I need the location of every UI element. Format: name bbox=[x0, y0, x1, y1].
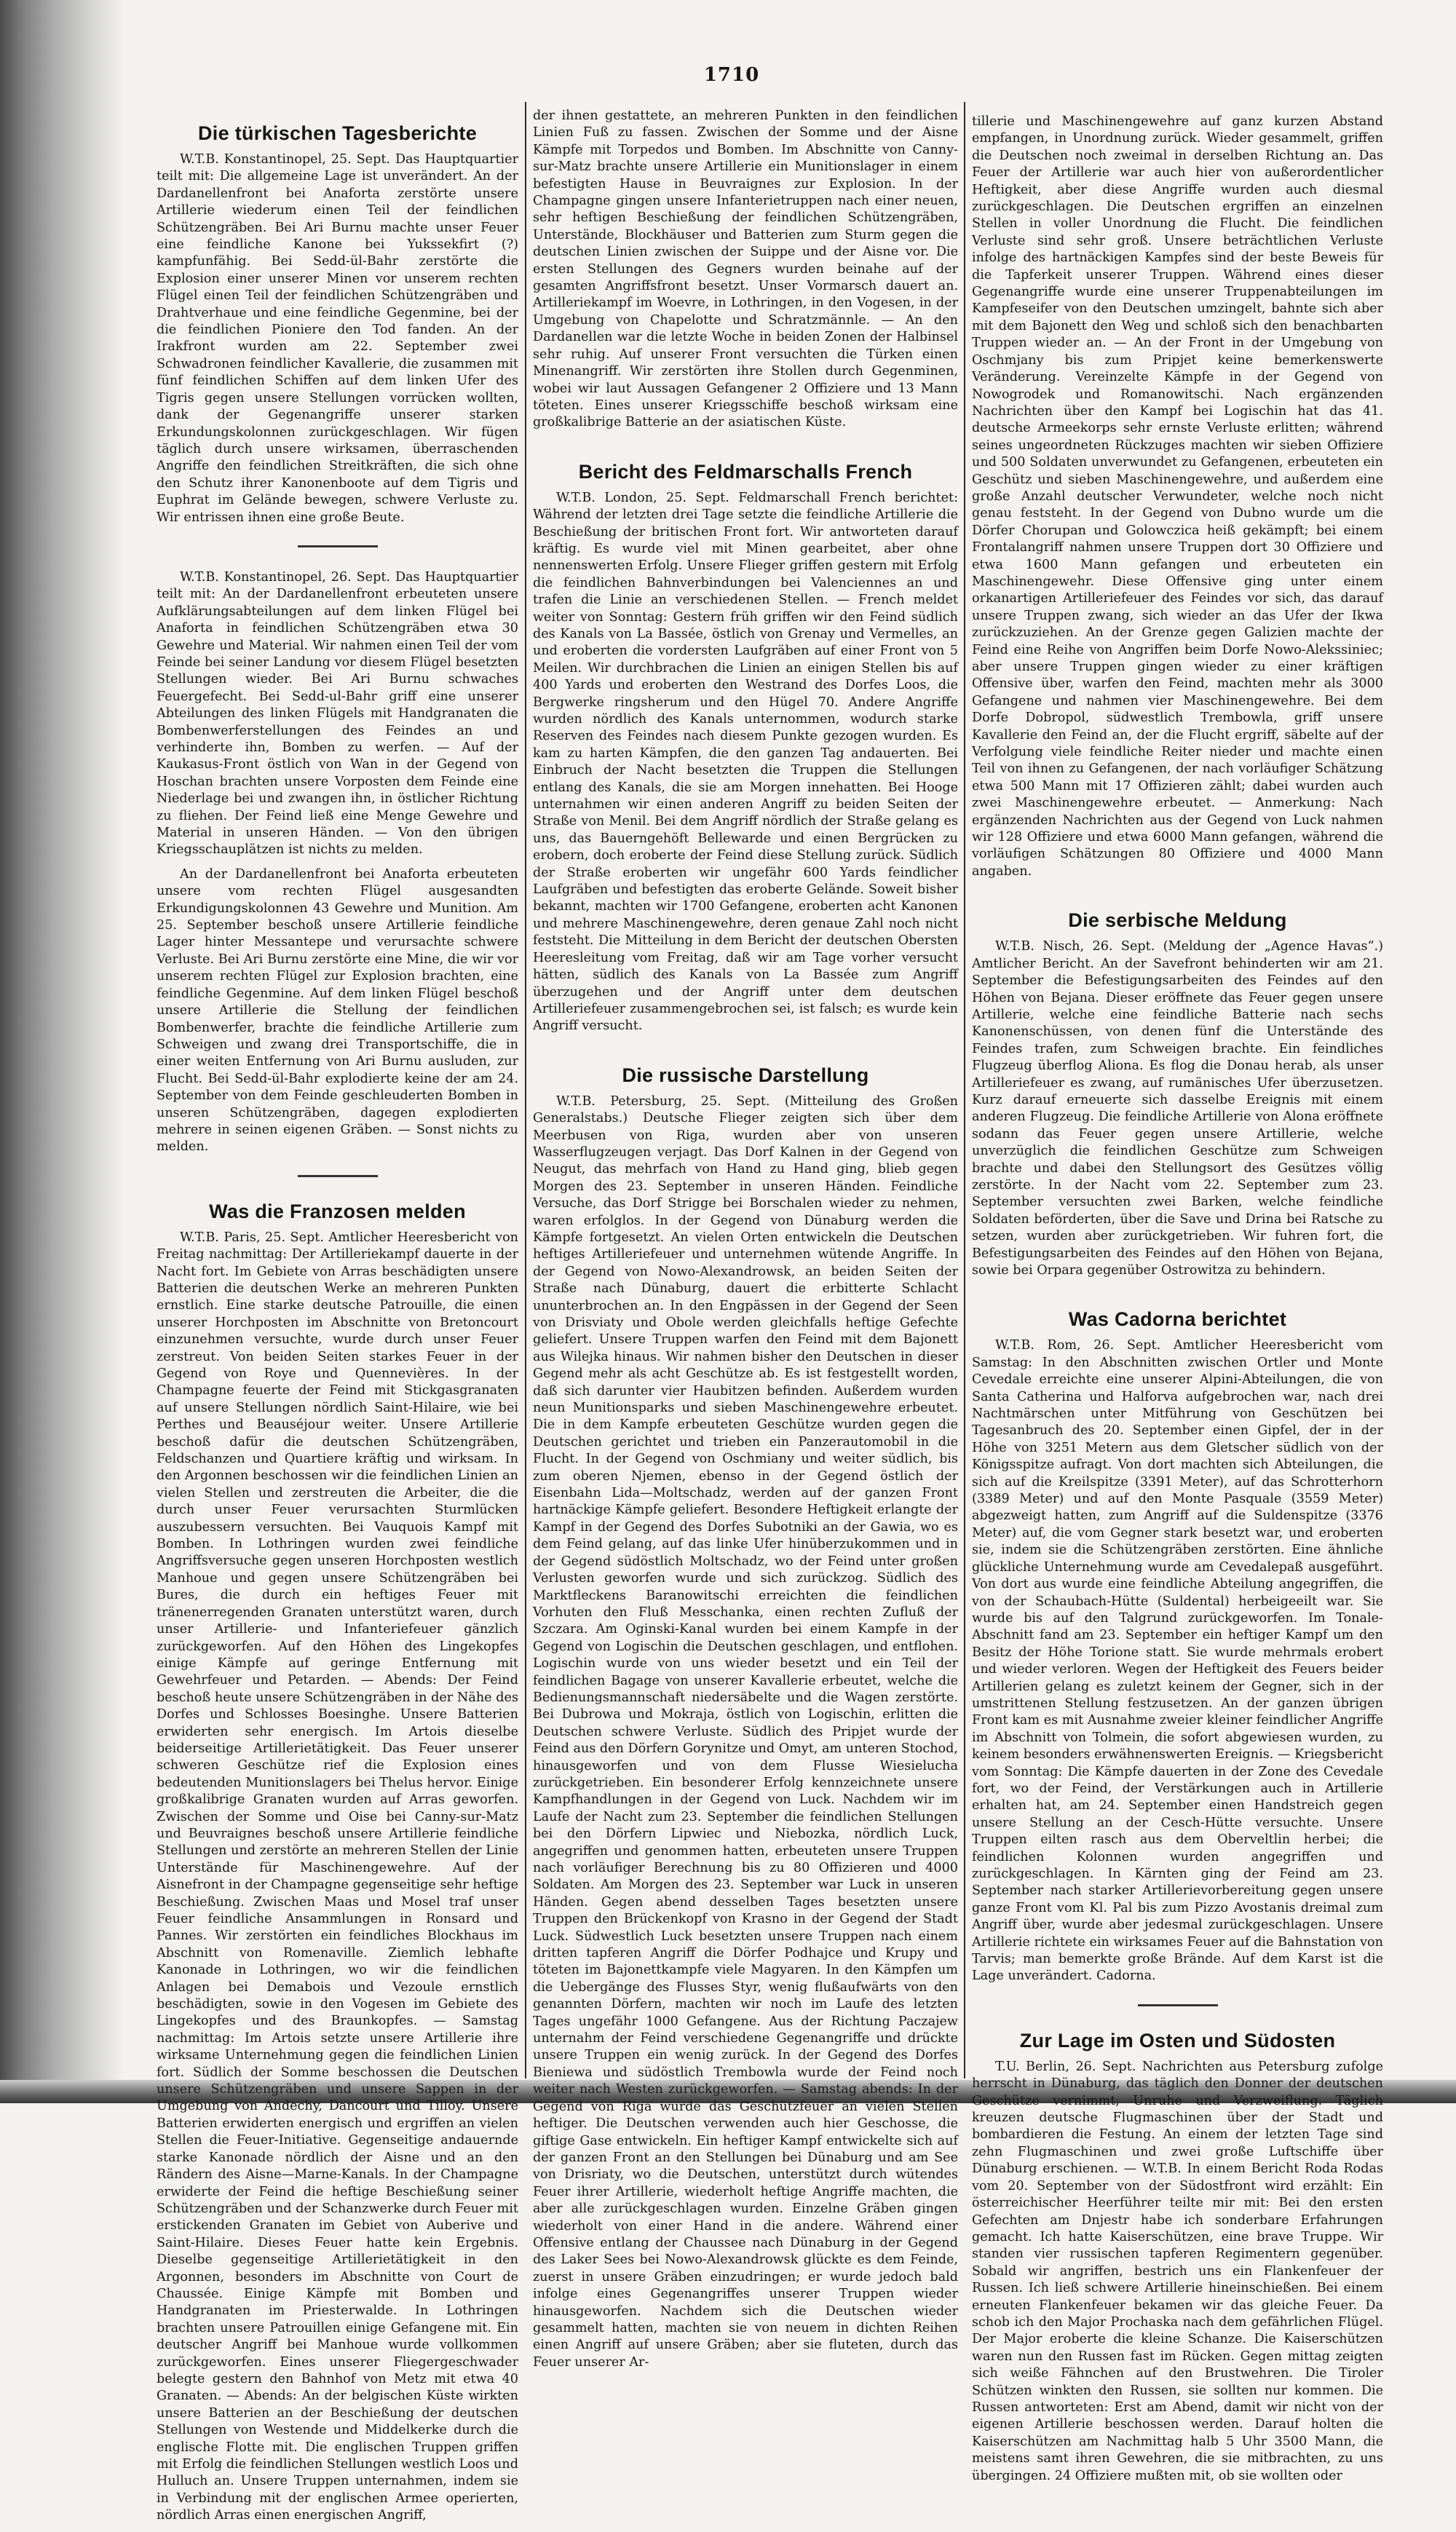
headline-french-reports: Was die Franzosen melden bbox=[209, 1200, 466, 1222]
section-separator bbox=[298, 1175, 378, 1177]
article-paragraph: W.T.B. Paris, 25. Sept. Amtlicher Heeresbericht von Freitag nachmittag: Der Artilleriekampf dauerte in der Nacht fort. Im Gebiete von Arras beschädigten unsere Batterien die deutschen Werke an mehreren Punkten ernstlich. Eine starke deutsche Patrouille, die einen unserer Horchposten im Abschnitte von Bretoncourt einzunehmen versuchte, wurde durch unser Feuer zerstreut. Von beiden Seiten starkes Feuer in der Gegend von Roye und Quennevières. In der Champagne feuerte der Feind mit Stickgasgranaten auf unsere Stellungen nördlich Saint-Hilaire, wie bei Perthes und Beauséjour weiter. Unsere Artillerie beschoß dafür die deutschen Schützengräben, Feldschanzen und Quartiere kräftig und wirksam. In den Argonnen beschossen wir die feindlichen Linien an vielen Stellen und zerstreuten die Arbeiter, die die durch unser Feuer verursachten Sturmlücken auszubessern versuchten. Bei Vauquois Kampf mit Bomben. In Lothringen wurden zwei feindliche Angriffsversuche gegen unseren Horchposten westlich Manhoue und gegen unsere Schützengräben bei Bures, die durch ein heftiges Feuer mit tränenerregenden Granaten unterstützt waren, durch unser Artillerie- und Infanteriefeuer gänzlich zurückgeworfen. Auf den Höhen des Lingekopfes einige Kämpfe auf geringe Entfernung mit Gewehrfeuer und Petarden. — Abends: Der Feind beschoß heute unsere Schützengräben in der Nähe des Dorfes und Schlosses Boesinghe. Unsere Batterien erwiderten sehr energisch. Im Artois dieselbe beiderseitige Artillerietätigkeit. Das Feuer unserer schweren Geschütze rief die Explosion eines bedeutenden Munitionslagers bei Thelus hervor. Einige großkalibrige Granaten wurden auf Arras geworfen. Zwischen der Somme und Oise bei Canny-sur-Matz und Beuvraignes beschoß unsere Artillerie feindliche Stellungen und zerstörte an mehreren Stellen der Linie Unterstände für Maschinengewehre. Auf der Aisnefront in der Champagne gegenseitige sehr heftige Beschießung. Zwischen Maas und Mosel traf unser Feuer feindliche Ansammlungen in Ronsard und Pannes. Wir zerstörten ein feindliches Blockhaus im Abschnitt von Romenaville. Ziemlich lebhafte Kanonade in Lothringen, wo wir die feindlichen Anlagen bei Demabois und Vezoule ernstlich beschädigten, sowie in den Vogesen im Gebiete des Lingekopfes und des Braunkopfes. — Samstag nachmittag: Im Artois setzte unsere Artillerie ihre wirksame Unternehmung gegen die feindlichen Linien fort. Südlich der Somme beschossen die Deutschen unsere Schützengräben und unsere Sappen in der Umgebung von Andechy, Dancourt und Tilloy. Unsere Batterien erwiderten energisch und ergriffen an vielen Stellen die Feuer-Initiative. Gegenseitige andauernde starke Kanonade nördlich der Aisne und an den Rändern des Aisne—Marne-Kanals. In der Champagne erwiderte der Feind die heftige Beschießung seiner Schützengräben und der Schanzwerke durch Feuer mit erstickenden Granaten im Gebiet von Auberive und Saint-Hilaire. Dieses Feuer hatte kein Ergebnis. Dieselbe gegenseitige Artillerietätigkeit in den Argonnen, besonders im Abschnitte von Court de Chaussée. Einige Kämpfe mit Bomben und Handgranaten im Priesterwalde. In Lothringen brachten unsere Patrouillen einige Gefangene mit. Ein deutscher Angriff bei Manhoue wurde vollkommen zurückgeworfen. Eines unserer Fliegergeschwader belegte gestern den Bahnhof von Metz mit etwa 40 Granaten. — Abends: An der belgischen Küste wirkten unsere Batterien an der Beschießung der deutschen Stellungen von Westende und Middelkerke durch die englische Flotte mit. Die englischen Truppen griffen mit Erfolg die feindlichen Stellungen westlich Loos und Hulluch an. Unsere Truppen unternahmen, indem sie in Verbindung mit der englischen Armee operierten, nördlich Arras einen energischen Angriff, bbox=[157, 1230, 518, 2523]
article-paragraph: An der Dardanellenfront bei Anaforta erbeuteten unsere vom rechten Flügel ausgesandten Erkundigungskolonnen 43 Gewehre und Munition. Am 25. September beschoß unsere Artillerie feindliche Lager hinter Messantepe und verursachte schwere Verluste. Bei Ari Burnu zerstörte eine Mine, die wir vor unserem rechten Flügel zur Explosion brachten, eine feindliche Gegenmine. Auf dem linken Flügel beschoß unsere Artillerie die Stellung der feindlichen Bombenwerfer, brachte die feindliche Artillerie zum Schweigen und zwang drei Transportschiffe, die in einer weiten Entfernung von Ari Burnu ausluden, zur Flucht. Bei Sedd-ül-Bahr explodierte keine der am 24. September von dem Feinde geschleuderten Bomben in unseren Schützengräben, dagegen explodierten mehrere in seinen eigenen Gräben. — Sonst nichts zu melden. bbox=[157, 866, 518, 1155]
article-paragraph: W.T.B. Nisch, 26. Sept. (Meldung der „Agence Havas“.) Amtlicher Bericht. An der Savefront behinderten wir am 21. September die Befestigungsarbeiten des Feindes auf den Höhen von Bejana. Dieser eröffnete das Feuer gegen unsere Artillerie, welche eine feindliche Batterie nach sechs Kanonenschüssen, von denen fünf die Unterstände des Feindes trafen, zum Schweigen brachte. Ein feindliches Flugzeug überflog Aliona. Es flog die Donau herab, als unser Artilleriefeuer es zwang, auf rumänisches Ufer überzusetzen. Kurz darauf erneuerte sich dasselbe Ereignis mit einem anderen Flugzeug. Die feindliche Artillerie von Alona eröffnete sodann das Feuer gegen unsere Artillerie, welche unverzüglich die feindlichen Geschütze zum Schweigen brachte und dabei den Stellungsort des Gesützes völlig zerstörte. In der Nacht vom 22. September zum 23. September versuchten zwei Barken, welche feindliche Soldaten beförderten, über die Save und Drina bei Ratsche zu setzen, wurden aber zurückgetrieben. Wir fuhren fort, die Befestigungsarbeiten des Feindes auf den Höhen von Bejana, sowie bei Orpara gegenüber Ostrowitza zu behindern. bbox=[972, 939, 1383, 1278]
book-binding-edge bbox=[0, 0, 124, 2103]
page-number: 1710 bbox=[703, 64, 760, 86]
article-paragraph: W.T.B. London, 25. Sept. Feldmarschall French berichtet: Während der letzten drei Tage setzte die feindliche Artillerie die Beschießung der britischen Front fort. Wir antworteten darauf kräftig. Es wurde viel mit Minen gearbeitet, aber ohne nennenswerten Erfolg. Unsere Flieger griffen gestern mit Erfolg die feindlichen Bahnverbindungen bei Valenciennes an und trafen die Linie an verschiedenen Stellen. — French meldet weiter von Sonntag: Gestern früh griffen wir den Feind südlich des Kanals von La Bassée, östlich von Grenay und Vermelles, an und eroberten die vordersten Laufgräben auf einer Front von 5 Meilen. Wir durchbrachen die Linien an einigen Stellen bis auf 400 Yards und eroberten den Westrand des Dorfes Loos, die Bergwerke ringsherum und den Hügel 70. Andere Angriffe wurden nördlich des Kanals unternommen, wodurch starke Reserven des Feindes nach diesem Punkte gezogen wurden. Es kam zu harten Kämpfen, die den ganzen Tag andauerten. Bei Einbruch der Nacht besetzten die Truppen die Stellungen entlang des Kanals, die sie am Morgen innehatten. Bei Hooge unternahmen wir einen anderen Angriff zu beiden Seiten der Straße von Menil. Bei dem Angriff nördlich der Straße gelang es uns, das Bauerngehöft Bellewarde und einen Bergrücken zu erobern, doch eroberte der Feind diese Stellung zurück. Südlich der Straße eroberten wir ungefähr 600 Yards feindlicher Laufgräben und befestigten das eroberte Gelände. Soweit bisher bekannt, machten wir 1700 Gefangene, eroberten acht Kanonen und mehrere Maschinengewehre, deren genaue Zahl noch nicht feststeht. Die Mitteilung in dem Bericht der deutschen Obersten Heeresleitung vom Freitag, daß wir am Tage vorher versucht hätten, südlich des Kanals von La Bassée zum Angriff überzugehen und der Angriff unter dem deutschen Artilleriefeuer zusammengebrochen sei, ist falsch; es wurde kein Angriff versucht. bbox=[533, 490, 958, 1034]
article-paragraph: W.T.B. Rom, 26. Sept. Amtlicher Heeresbericht vom Samstag: In den Abschnitten zwischen Ortler und Monte Cevedale erreichte eine unserer Alpini-Abteilungen, die von Santa Catherina und Halforva aufgebrochen war, nach drei Nachtmärschen unter Mitführung von Geschützen bei Tagesanbruch des 20. September einen Gipfel, der in der Höhe von 3251 Metern aus dem Gletscher südlich von der Königsspitze aufragt. Von dort machten sich Abteilungen, die sich auf die Kreilspitze (3391 Meter), auf das Schrotterhorn (3389 Meter) und auf den Monte Pasquale (3559 Meter) abgezweigt hatten, zum Angriff auf die Suldenspitze (3376 Meter) auf, die vom Gegner stark besetzt war, und eroberten sie, indem sie die Schützengräben zerstörten. Eine ähnliche glückliche Unternehmung wurde am Cevedalepaß ausgeführt. Von dort aus wurde eine feindliche Abteilung angegriffen, die von der Schaubach-Hütte (Suldental) herbeigeeilt war. Sie wurde bis auf den Talgrund zurückgeworfen. Im Tonale-Abschnitt fand am 23. September ein heftiger Kampf um den Besitz der Höhe Torione statt. Sie wurde mehrmals erobert und wieder verloren. Wegen der Heftigkeit des Feuers beider Artillerien gelang es zuletzt keinem der Gegner, sich in der umstrittenen Stellung festzusetzen. An der ganzen übrigen Front kam es mit Ausnahme zweier kleiner feindlicher Angriffe im Abschnitt von Tolmein, die sofort abgewiesen wurden, zu keinem besonders erwähnenswerten Ereignis. — Kriegsbericht vom Sonntag: Die Kämpfe dauerten in der Zone des Cevedale fort, wo der Feind, der Verstärkungen auch in Artillerie erhalten hat, am 24. September einen Handstreich gegen unsere Stellung an der Cesch-Hütte versuchte. Unsere Truppen eilten rasch aus dem Oberveltlin herbei; die feindlichen Kolonnen wurden angegriffen und zurückgeschlagen. In Kärnten ging der Feind am 23. September nach starker Artillerievorbereitung gegen unsere ganze Front vom Kl. Pal bis zum Pizzo Avostanis dreimal zum Angriff über, wurde aber jedesmal zurückgeschlagen. Unsere Artillerie richtete ein wirksames Feuer auf die Bahnstation von Tarvis; man bemerkte große Brände. Auf dem Karst ist die Lage unverändert. Cadorna. bbox=[972, 1338, 1383, 1984]
headline-field-marshal-french: Bericht des Feldmarschalls French bbox=[578, 460, 913, 483]
headline-east-southeast: Zur Lage im Osten und Südosten bbox=[1019, 2029, 1336, 2052]
headline-russian-account: Die russische Darstellung bbox=[622, 1064, 869, 1086]
article-continuation: der ihnen gestattete, an mehreren Punkten in den feindlichen Linien Fuß zu fassen. Zwischen der Somme und der Aisne Kämpfe mit Torpedos und Bomben. Im Abschnitte von Canny-sur-Matz brachte unsere Artillerie ein Munitionslager in einem befestigten Hause in Beuvraignes zur Explosion. In der Champagne gingen unsere Infanterietruppen nach einer neuen, sehr heftigen Beschießung der feindlichen Schützengräben, Unterstände, Blockhäuser und Batterien zum Sturm gegen die deutschen Linien zwischen der Suippe und der Aisne vor. Die ersten Stellungen des Gegners wurden beinahe auf der gesamten Angriffsfront besetzt. Unser Vormarsch dauert an. Artilleriekampf im Woevre, in Lothringen, in den Vogesen, in der Umgebung von Chapelotte und Schratzmännle. — An den Dardanellen war die letzte Woche in beiden Zonen der Halbinsel sehr ruhig. Auf unserer Front versuchten die Türken einen Minenangriff. Wir zerstörten ihre Stollen durch Gegenminen, wobei wir laut Aussagen Gefangener 2 Offiziere und 13 Mann töteten. Eines unserer Kriegsschiffe beschoß wirksam eine großkalibrige Batterie an der asiatischen Küste. bbox=[533, 108, 958, 430]
column-2 bbox=[533, 108, 958, 2378]
column-rule bbox=[525, 102, 526, 2078]
article-continuation: tillerie und Maschinengewehre auf ganz kurzen Abstand empfangen, in Unordnung zurück. Wieder gesammelt, griffen die Deutschen noch zweimal in derselben Richtung an. Das Feuer der Artillerie war auch hier von außerordentlicher Heftigkeit, aber diese Angriffe wurden auch diesmal zurückgeschlagen. Die Deutschen ergriffen an einzelnen Stellen in voller Unordnung die Flucht. Die feindlichen Verluste sind sehr groß. Unsere beträchtlichen Verluste infolge des hartnäckigen Kampfes sind der beste Beweis für die Tapferkeit unserer Truppen. Während eines dieser Gegenangriffe wurde eine unserer Truppenabteilungen im Kampfeseifer von den Deutschen umzingelt, bahnte sich aber mit dem Bajonett den Weg und schloß sich den benachbarten Truppen wieder an. — An der Front in der Umgebung von Oschmjany bis zum Pripjet keine bemerkenswerte Veränderung. Vereinzelte Kämpfe in der Gegend von Nowogrodek und Romanowitschi. Nach ergänzenden Nachrichten über den Kampf bei Logischin hat das 41. deutsche Armeekorps sehr ernste Verluste erlitten; während seines ungeordneten Rückzuges machten wir sieben Offiziere und 500 Soldaten unverwundet zu Gefangenen, erbeuteten ein Geschütz und sieben Maschinengewehre, und außerdem eine große Anzahl deutscher Verwundeter, welche noch nicht genau feststeht. In der Gegend von Dubno wurde um die Dörfer Chorupan und Golowczica heiß gekämpft; bei einem Frontalangriff nahmen unsere Truppen dort 30 Offiziere und etwa 1600 Mann gefangen und erbeuteten ein Maschinengewehr. Diese Offensive ging unter einem orkanartigen Artilleriefeuer des Feindes vor sich, das darauf unsere Truppen zwang, sich wieder an das Ufer der Ikwa zurückzuziehen. An der Grenze gegen Galizien machte der Feind eine Reihe von Angriffen beim Dorfe Nowo-Alekssiniec; aber unsere Truppen gingen wieder zu einer kräftigen Offensive über, warfen den Feind, machten mehr als 3000 Gefangene und nahmen vier Maschinengewehre. Bei dem Dorfe Dobropol, südwestlich Trembowla, griff unsere Kavallerie den Feind an, der die Flucht ergriff, säbelte auf der Verfolgung viele feindliche Reiter nieder und machte einen Teil von ihnen zu Gefangenen, der nach vorläufiger Schätzung etwa 500 Mann mit 17 Offizieren zählt; dabei wurden auch zwei Maschinengewehre erbeutet. — Anmerkung: Nach ergänzenden Nachrichten aus der Gegend von Luck nahmen wir 128 Offiziere und etwa 6000 Mann gefangen, während die vorläufigen Schätzungen 80 Offiziere und 4000 Mann angaben. bbox=[972, 114, 1383, 879]
article-paragraph: W.T.B. Konstantinopel, 26. Sept. Das Hauptquartier teilt mit: An der Dardanellenfront erbeuteten unsere Aufklärungsabteilungen auf dem linken Flügel bei Anaforta in feindlichen Schützengräben etwa 30 Gewehre und Material. Wir nahmen einen Teil der vom Feinde bei seiner Landung vor diesem Flügel besetzten Stellungen wieder. Bei Ari Burnu schwaches Feuergefecht. Bei Sedd-ul-Bahr griff eine unserer Abteilungen des linken Flügels mit Handgranaten die Bombenwerferstellungen des Feindes an und verhinderte ihn, Bomben zu werfen. — Auf der Kaukasus-Front östlich von Wan in der Gegend von Hoschan brachten unsere Vorposten dem Feinde eine Niederlage bei und zwangen ihn, in östlicher Richtung zu fliehen. Der Feind ließ eine Menge Gewehre und Material in unseren Händen. — Von den übrigen Kriegsschauplätzen ist nichts zu melden. bbox=[157, 569, 518, 858]
article-paragraph: W.T.B. Petersburg, 25. Sept. (Mitteilung des Großen Generalstabs.) Deutsche Flieger zeigten sich über dem Meerbusen von Riga, wurden aber von unseren Wasserflugzeugen verjagt. Das Dorf Kalnen in der Gegend von Neugut, das mehrfach von Hand zu Hand ging, blieb gegen Morgen des 23. September in unseren Händen. Feindliche Versuche, das Dorf Strigge bei Borschalen wieder zu nehmen, waren erfolglos. In der Gegend von Dünaburg werden die Kämpfe fortgesetzt. An vielen Orten entwickeln die Deutschen heftiges Artilleriefeuer und unternehmen wütende Angriffe. In der Gegend von Nowo-Alexandrowsk, an beiden Seiten der Straße nach Dünaburg, dauert die erbitterte Schlacht ununterbrochen an. In den Engpässen in der Gegend der Seen von Drisviaty und Obole werden gleichfalls heftige Gefechte geliefert. Unsere Truppen warfen den Feind mit dem Bajonett aus Wilejka hinaus. Wir nahmen bisher den Deutschen in dieser Gegend mehr als acht Geschütze ab. Es ist festgestellt worden, daß sich darunter vier Haubitzen befinden. Außerdem wurden neun Munitionsparks und sieben Maschinengewehre erbeutet. Die in dem Kampfe erbeuteten Geschütze wurden gegen die Deutschen gerichtet und trieben ein Panzerautomobil in die Flucht. In der Gegend von Oschmiany und weiter südlich, bis zum oberen Njemen, ebenso in der Gegend östlich der Eisenbahn Lida—Moltschadz, werden auf der ganzen Front hartnäckige Kämpfe geliefert. Besondere Heftigkeit erlangte der Kampf in der Gegend des Dorfes Subotniki an der Gawia, wo es dem Feind gelang, auf das linke Ufer hinüberzukommen und in der Gegend südöstlich Moltschadz, wo der Feind unter großen Verlusten geworfen wurde und sich zurückzog. Südlich des Marktfleckens Baranowitschi erreichten die feindlichen Vorhuten den Fluß Messchanka, einen rechten Zufluß der Szczara. Am Oginski-Kanal wurden bei einem Kampfe in der Gegend von Logischin die Deutschen geschlagen, und entflohen. Logischin wurde von uns wieder besetzt und ein Teil der feindlichen Bagage von unserer Kavallerie erbeutet, welche die Bedienungsmannschaft niedersäbelte und die Wagen zerstörte. Bei Dubrowa und Mokraja, östlich von Logischin, erlitten die Deutschen schwere Verluste. Südlich des Pripjet wurde der Feind aus den Dörfern Gorynitze und Omyt, am unteren Stochod, hinausgeworfen und von dem Flusse Wiesielucha zurückgetrieben. Ein besonderer Erfolg kennzeichnete unsere Kampfhandlungen in der Gegend von Luck. Nachdem wir im Laufe der Nacht zum 23. September die feindlichen Stellungen bei den Dörfern Lipwiec und Niebozka, nördlich Luck, angegriffen und genommen hatten, erbeuteten unsere Truppen nach vorläufiger Berechnung bis zu 80 Offizieren und 4000 Soldaten. Am Morgen des 23. September war Luck in unseren Händen. Gegen abend desselben Tages besetzten unsere Truppen den Brückenkopf von Krasno in der Gegend der Stadt Luck. Südwestlich Luck besetzten unsere Truppen nach einem dritten tapferen Angriff die Dörfer Podhajce und Krupy und töteten im Bajonettkampfe viele Magyaren. In den Kämpfen um die Uebergänge des Flusses Styr, wenig flußaufwärts von den genannten Dörfern, machten wir noch im Laufe des letzten Tages ungefähr 1000 Gefangene. Aus der Richtung Paczajew unternahm der Feind verschiedene Gegenangriffe und drückte unsere Truppen ein wenig zurück. In der Gegend des Dorfes Bieniewa und südöstlich Trembowla wurde der Feind noch weiter nach Westen zurückgeworfen. — Samstag abends: In der Gegend von Riga wurde das Geschützfeuer an vielen Stellen heftiger. Die Deutschen verwenden auch hier Geschosse, die giftige Gase entwickeln. Ein heftiger Kampf entwickelte sich auf der ganzen Front an den Stellungen bei Dünaburg und am See von Drisriaty, wo die Deutschen, unterstützt durch wütendes Feuer ihrer Artillerie, wiederholt heftige Angriffe machten, die aber alle zurückgeschlagen wurden. Einzelne Gräben gingen wiederholt von einer Hand in die andere. Während einer Offensive entlang der Chaussee nach Dünaburg in der Gegend des Laker Sees bei Nowo-Alexandrowsk glückte es dem Feinde, zuerst in unsere Gräben einzudringen; er wurde jedoch bald infolge eines Gegenangriffes unserer Truppen wieder hinausgeworfen. Nachdem sich die Deutschen wieder gesammelt hatten, machten sie von neuem in dichten Reihen einen Angriff auf unsere Gräben; aber sie fluteten, durch das Feuer unserer Ar- bbox=[533, 1093, 958, 2370]
section-separator bbox=[1138, 2004, 1218, 2006]
headline-cadorna-report: Was Cadorna berichtet bbox=[1068, 1308, 1287, 1331]
section-separator bbox=[298, 545, 378, 547]
headline-serbian-report: Die serbische Meldung bbox=[1068, 909, 1287, 932]
article-paragraph: W.T.B. Konstantinopel, 25. Sept. Das Hauptquartier teilt mit: Die allgemeine Lage ist unverändert. An der Dardanellenfront bei Anaforta zerstörte unsere Artillerie wiederum einen Teil der feindlichen Schützengräben. Bei Ari Burnu machte unser Feuer eine feindliche Kanone bei Yukssekfirt (?) kampfunfähig. Bei Sedd-ül-Bahr zerstörte die Explosion einer unserer Minen vor unserem rechten Flügel einen Teil der feindlichen Schützengräben und Drahtverhaue und eine feindliche Gegenmine, bei der die feindlichen Pioniere den Tod fanden. An der Irakfront wurden am 22. September zwei Schwadronen feindlicher Kavallerie, die zusammen mit fünf feindlichen Schiffen auf dem linken Ufer des Tigris gegen unsere Stellungen vorrücken wollten, dank der Gegenangriffe unserer starken Erkundungskolonnen zurückgeschlagen. Wir fügen täglich durch unsere wirksamen, überraschenden Angriffe den feindlichen Streitkräften, die sich ohne den Schutz ihrer Kanonenboote auf dem Tigris und Euphrat im Gelände bewegen, schwere Verluste zu. Wir entrissen ihnen eine große Beute. bbox=[157, 152, 518, 525]
article-paragraph: T.U. Berlin, 26. Sept. Nachrichten aus Petersburg zufolge herrscht in Dünaburg, das täglich den Donner der deutschen Geschütze vernimmt, Unruhe und Verzweiflung. Täglich kreuzen deutsche Flugmaschinen über der Stadt und bombardieren die Festung. An einem der letzten Tage sind zehn Flugmaschinen und zwei große Luftschiffe über Dünaburg erschienen. — W.T.B. In einem Bericht Roda Rodas vom 20. September von der Südostfront wird erzählt: Ein österreichischer Heerführer teilte mir mit: Bei den ersten Gefechten am Dnjestr habe ich sonderbare Erfahrungen gemacht. Ich hatte Kaiserschützen, eine brave Truppe. Wir standen vier russischen tapferen Regimentern gegenüber. Sobald wir angriffen, bestrich uns ein Flankenfeuer der Russen. Ich ließ schwere Artillerie hineinschießen. Bei einem erneuten Flankenfeuer bekamen wir das gleiche Feuer. Da schob ich den Major Prochaska nach dem gefährlichen Flügel. Der Major eroberte die kleine Schanze. Die Kaiserschützen waren nun den Russen fast im Rücken. Gegen mittag zeigten sich weiße Fähnchen auf den Brustwehren. Die Tiroler Schützen winkten den Russen, sie sollten nur kommen. Die Russen antworteten: Erst am Abend, damit wir nicht von der eigenen Artillerie beschossen werden. Darauf holten die Kaiserschützen am Nachmittag halb 5 Uhr 3500 Mann, die meistens samt ihren Gewehren, die sie mitbrachten, zu uns übergingen. 24 Offiziere mußten mit, ob sie wollten oder bbox=[972, 2059, 1383, 2483]
column-1 bbox=[157, 116, 518, 2532]
column-3 bbox=[972, 114, 1383, 2492]
column-rule bbox=[964, 102, 965, 2078]
headline-turkish-reports: Die türkischen Tagesberichte bbox=[197, 122, 478, 144]
